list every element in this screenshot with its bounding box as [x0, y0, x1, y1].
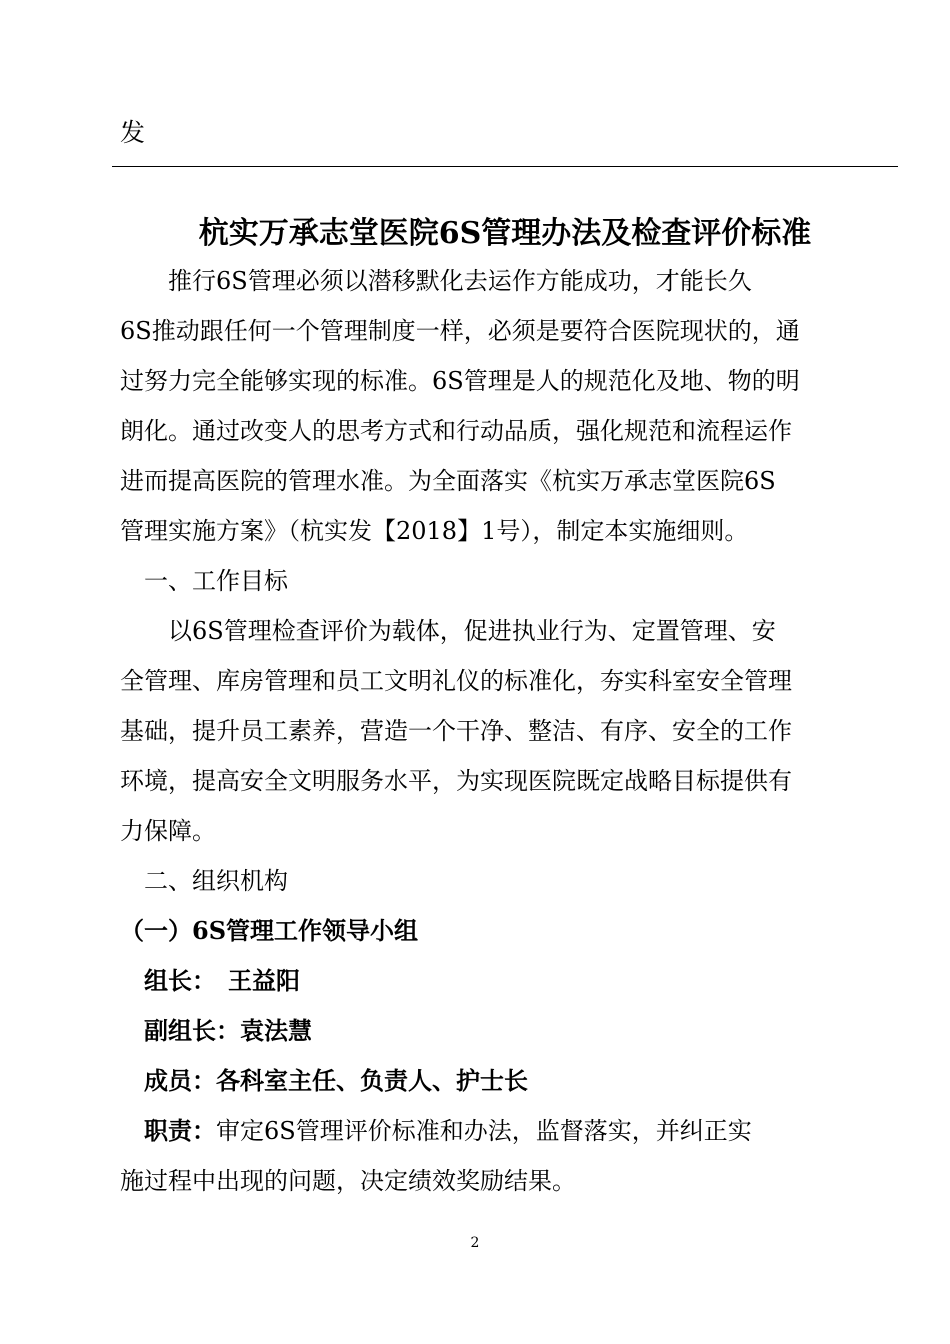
- duty-line-2: 施过程中出现的问题，决定绩效奖励结果。: [120, 1167, 576, 1195]
- header-rule: [112, 166, 898, 167]
- intro-line-3: 过努力完全能够实现的标准。6S管理是人的规范化及地、物的明: [120, 367, 800, 395]
- section1-heading: 一、工作目标: [120, 567, 288, 595]
- duty-text: 审定6S管理评价标准和办法，监督落实，并纠正实: [216, 1117, 752, 1145]
- intro-line-2: 6S推动跟任何一个管理制度一样，必须是要符合医院现状的，通: [120, 317, 800, 345]
- leader-line: 组长： 王益阳: [120, 966, 300, 995]
- intro-line-4: 朗化。通过改变人的思考方式和行动品质，强化规范和流程运作: [120, 417, 792, 445]
- page-number: 2: [470, 1235, 480, 1251]
- section1-line-2: 全管理、库房管理和员工文明礼仪的标准化，夯实科室安全管理: [120, 667, 792, 695]
- intro-line-1: 推行6S管理必须以潜移默化去运作方能成功，才能长久: [120, 267, 752, 295]
- section2-heading: 二、组织机构: [120, 867, 288, 895]
- duty-label: 职责：: [120, 1116, 216, 1145]
- section1-line-3: 基础，提升员工素养，营造一个干净、整洁、有序、安全的工作: [120, 717, 792, 745]
- section1-line-1: 以6S管理检查评价为载体，促进执业行为、定置管理、安: [120, 617, 776, 645]
- members-line: 成员：各科室主任、负责人、护士长: [120, 1066, 528, 1095]
- duty-line: [120, 1114, 752, 1148]
- section2-subheading: （一）6S管理工作领导小组: [120, 916, 419, 945]
- intro-line-6: 管理实施方案》（杭实发【2018】1号），制定本实施细则。: [120, 517, 749, 545]
- document-title: 杭实万承志堂医院6S管理办法及检查评价标准: [198, 216, 812, 251]
- deputy-line: 副组长：袁法慧: [120, 1016, 312, 1045]
- section1-line-4: 环境，提高安全文明服务水平，为实现医院既定战略目标提供有: [120, 767, 792, 795]
- section1-line-5: 力保障。: [120, 817, 216, 845]
- intro-line-5: 进而提高医院的管理水准。为全面落实《杭实万承志堂医院6S: [120, 467, 776, 495]
- header-text: 发: [120, 118, 146, 147]
